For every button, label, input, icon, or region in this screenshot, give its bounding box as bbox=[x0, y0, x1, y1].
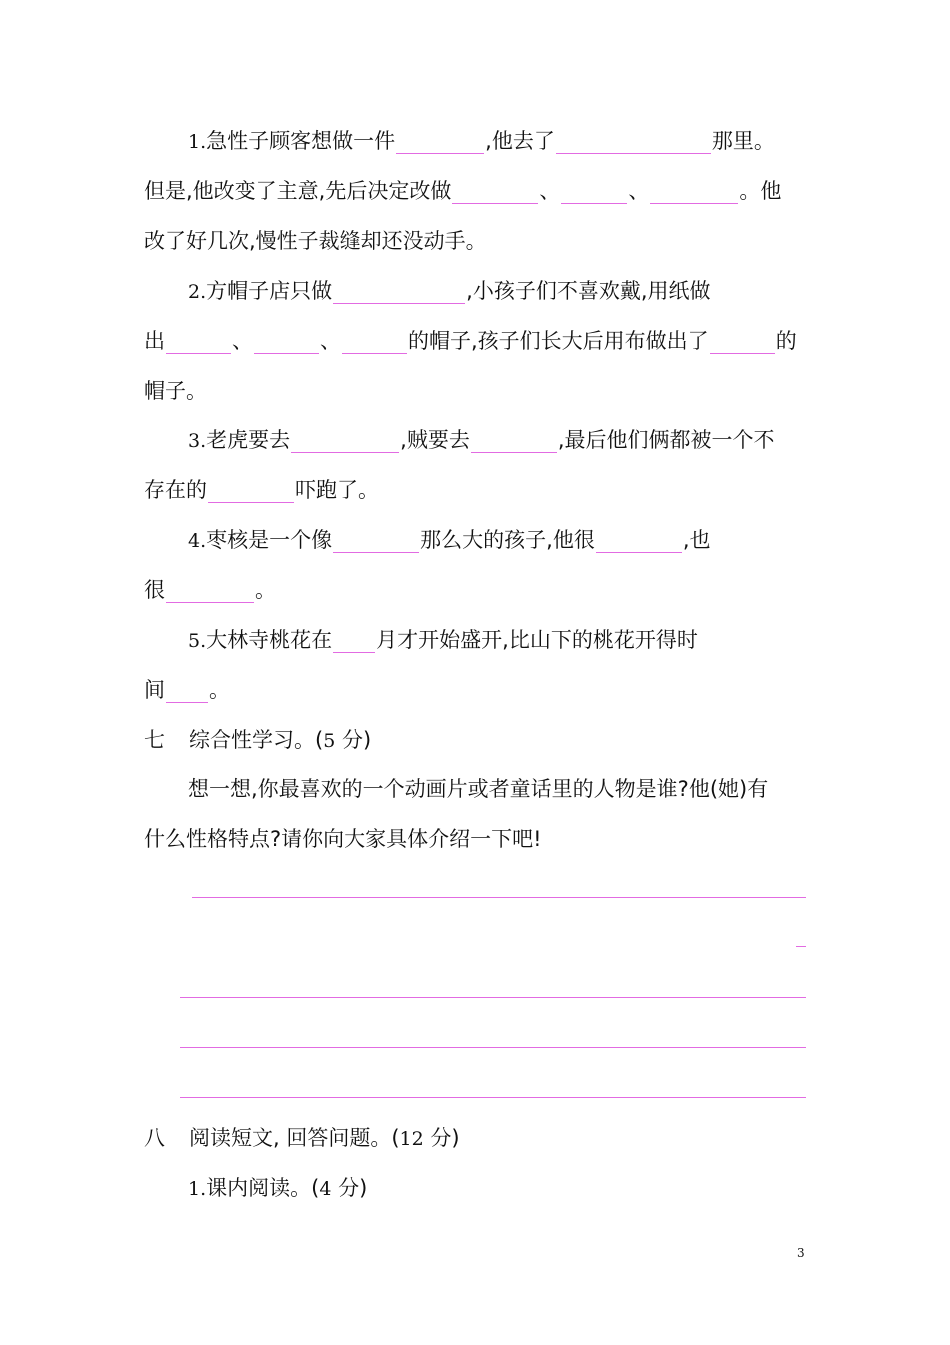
q6-item1-line2 bbox=[144, 171, 781, 211]
answer-blank[interactable] bbox=[166, 701, 208, 703]
answer-blank[interactable] bbox=[333, 302, 465, 304]
writing-line[interactable] bbox=[180, 997, 806, 998]
section-title: 阅读短文, 回答问题。( bbox=[189, 1126, 400, 1150]
text: 间 bbox=[144, 678, 165, 702]
answer-blank[interactable] bbox=[254, 352, 319, 354]
text: 。他 bbox=[739, 179, 782, 203]
text: ,最后他们俩都被一个不 bbox=[557, 428, 775, 452]
answer-blank[interactable] bbox=[471, 451, 557, 453]
text: 存在的 bbox=[144, 478, 207, 502]
section-title: 综合性学习。( bbox=[189, 728, 324, 752]
text: 吓跑了。 bbox=[295, 478, 379, 502]
text: 。 bbox=[255, 578, 276, 602]
text: 月才开始盛开,比山下的桃花开得时 bbox=[376, 628, 698, 652]
q8-sub1-heading bbox=[188, 1168, 367, 1208]
text: ,小孩子们不喜欢戴,用纸做 bbox=[466, 279, 711, 303]
answer-blank[interactable] bbox=[650, 202, 738, 204]
section-score-unit: 分) bbox=[335, 728, 372, 752]
section-score-unit: 分) bbox=[423, 1126, 460, 1150]
answer-blank[interactable] bbox=[333, 651, 375, 653]
text: 急性子顾客想做一件 bbox=[206, 129, 396, 153]
item-number: 5. bbox=[188, 630, 207, 652]
answer-blank[interactable] bbox=[561, 202, 627, 204]
text: 很 bbox=[144, 578, 165, 602]
q6-item2-line3 bbox=[144, 371, 207, 411]
q6-item2-line2 bbox=[144, 321, 797, 361]
text: 什么性格特点?请你向大家具体介绍一下吧! bbox=[144, 827, 542, 851]
q7-heading bbox=[144, 720, 371, 760]
answer-blank[interactable] bbox=[452, 202, 538, 204]
section-score: 5 bbox=[323, 730, 336, 752]
q6-item1-line3 bbox=[144, 221, 487, 261]
section-score: 4 bbox=[319, 1178, 332, 1200]
q6-item3-line2 bbox=[144, 470, 379, 510]
text: 。 bbox=[209, 678, 230, 702]
text: 枣核是一个像 bbox=[206, 528, 333, 552]
separator: 、 bbox=[320, 329, 341, 353]
answer-blank[interactable] bbox=[208, 501, 294, 503]
answer-blank[interactable] bbox=[556, 152, 711, 154]
text: 老虎要去 bbox=[206, 428, 291, 452]
writing-line[interactable] bbox=[180, 1047, 806, 1048]
q6-item4-line2 bbox=[144, 570, 276, 610]
answer-blank[interactable] bbox=[166, 601, 254, 603]
q8-heading bbox=[144, 1118, 460, 1158]
answer-blank[interactable] bbox=[166, 352, 231, 354]
text: ,也 bbox=[682, 528, 711, 552]
text: ,贼要去 bbox=[400, 428, 470, 452]
text: 但是,他改变了主意,先后决定改做 bbox=[144, 179, 452, 203]
q7-prompt-line1 bbox=[188, 769, 768, 809]
item-number: 1. bbox=[188, 131, 207, 153]
section-number: 八 bbox=[144, 1126, 165, 1150]
q6-item3-line1 bbox=[188, 420, 775, 460]
text: 改了好几次,慢性子裁缝却还没动手。 bbox=[144, 229, 487, 253]
text: 的 bbox=[775, 329, 797, 353]
q6-item4-line1 bbox=[188, 520, 711, 560]
separator: 、 bbox=[539, 179, 561, 203]
answer-blank[interactable] bbox=[291, 451, 399, 453]
text: 的帽子,孩子们长大后用布做出了 bbox=[408, 329, 709, 353]
text: 大林寺桃花在 bbox=[206, 628, 333, 652]
answer-blank[interactable] bbox=[342, 352, 407, 354]
text: 课内阅读。( bbox=[206, 1176, 320, 1200]
separator: 、 bbox=[628, 179, 650, 203]
text: 那么大的孩子,他很 bbox=[420, 528, 595, 552]
text: 方帽子店只做 bbox=[206, 279, 333, 303]
text: 那里。 bbox=[711, 129, 775, 153]
item-number: 3. bbox=[188, 430, 207, 452]
text: ,他去了 bbox=[485, 129, 555, 153]
answer-blank[interactable] bbox=[396, 152, 484, 154]
q6-item1-line1 bbox=[188, 121, 775, 161]
q6-item5-line1 bbox=[188, 620, 698, 660]
item-number: 2. bbox=[188, 281, 207, 303]
answer-blank[interactable] bbox=[333, 551, 419, 553]
answer-blank[interactable] bbox=[710, 352, 775, 354]
text: 想一想,你最喜欢的一个动画片或者童话里的人物是谁?他(她)有 bbox=[188, 777, 769, 801]
q6-item2-line1 bbox=[188, 271, 711, 311]
section-score-unit: 分) bbox=[331, 1176, 368, 1200]
page-number: 3 bbox=[797, 1246, 805, 1260]
writing-line[interactable] bbox=[192, 897, 806, 898]
text: 帽子。 bbox=[144, 379, 207, 403]
section-score: 12 bbox=[399, 1128, 424, 1150]
item-number: 1. bbox=[188, 1178, 207, 1200]
q7-prompt-line2 bbox=[144, 819, 542, 859]
text: 出 bbox=[144, 329, 165, 353]
separator: 、 bbox=[232, 329, 253, 353]
section-number: 七 bbox=[144, 728, 165, 752]
item-number: 4. bbox=[188, 530, 207, 552]
writing-line[interactable] bbox=[180, 1097, 806, 1098]
q6-item5-line2 bbox=[144, 670, 230, 710]
writing-line[interactable] bbox=[796, 946, 806, 947]
answer-blank[interactable] bbox=[596, 551, 682, 553]
